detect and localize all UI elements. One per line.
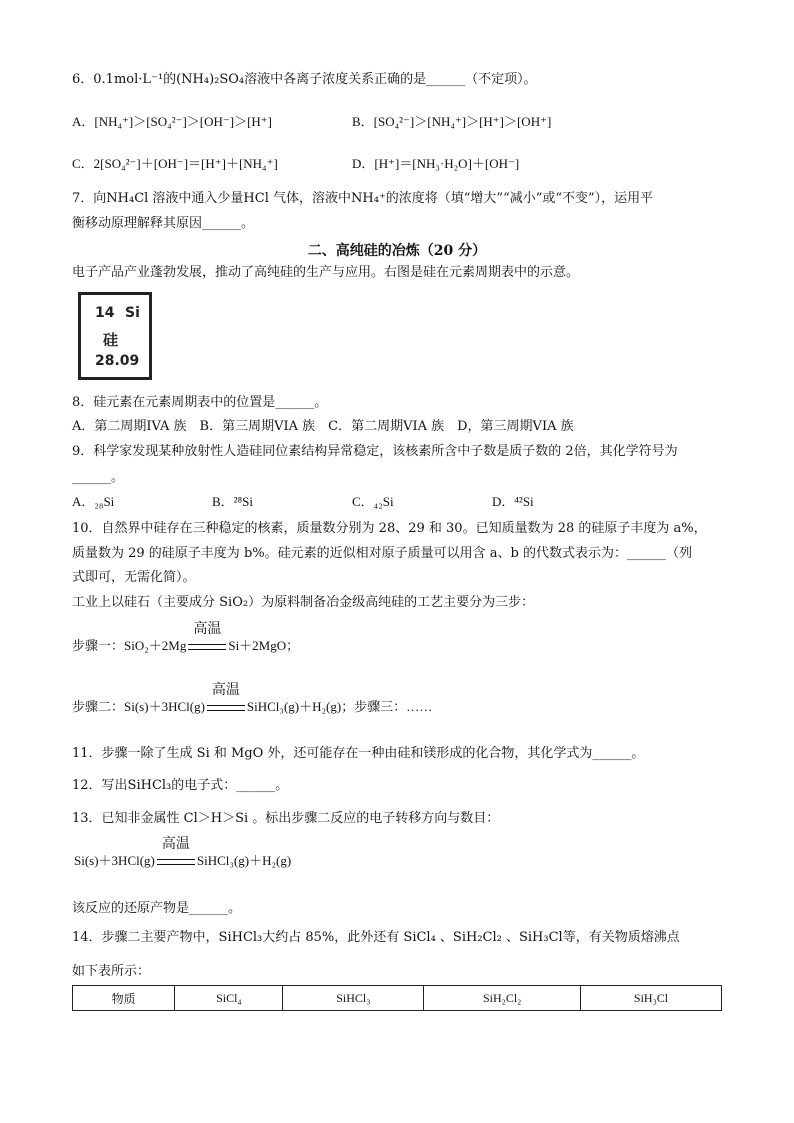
q7-line-1: 7．向NH₄Cl 溶液中通入少量HCl 气体，溶液中NH₄⁺的浓度将（填“增大”“减小”或“不变”），运用平 xyxy=(72,191,654,206)
q14-line-1: 14．步骤二主要产物中，SiHCl₃大约占 85%，此外还有 SiCl₄ 、SiH₂Cl₂ 、SiH₃Cl等，有关物质熔沸点 xyxy=(72,930,680,945)
q8-stem: 8．硅元素在元素周期表中的位置是______。 xyxy=(72,395,328,410)
q10-line-3: 式即可，无需化简）。 xyxy=(72,570,196,585)
table-header-cell: 物质 xyxy=(73,986,175,1011)
q9-option-d: D．⁴²Si xyxy=(492,494,534,509)
reaction-condition xyxy=(157,837,195,870)
intro-text: 电子产品产业蓬勃发展，推动了高纯硅的生产与应用。右图是硅在元素周期表中的示意。 xyxy=(72,265,580,280)
q9-blank: ______。 xyxy=(72,470,125,485)
table-header-row xyxy=(73,986,722,1011)
step2-reactants: Si(s)＋3HCl(g) xyxy=(124,699,205,714)
process-intro: 工业上以硅石（主要成分 SiO₂）为原料制备冶金级高纯硅的工艺主要分为三步： xyxy=(72,595,535,610)
q6-option-a: A．[NH₄⁺]＞[SO₄²⁻]＞[OH⁻]＞[H⁺] xyxy=(72,114,272,129)
step2-products: SiHCl₃(g)＋H₂(g)；步骤三：…… xyxy=(246,699,433,714)
step1-label: 步骤一： xyxy=(72,638,125,653)
table-header-cell: SiH₂Cl₂ xyxy=(424,986,581,1011)
q8-options: A．第二周期IVA 族 B．第三周期VIA 族 C．第二周期VIA 族 D，第三周期VIA 族 xyxy=(72,419,574,434)
step1-products: Si＋2MgO； xyxy=(228,638,300,653)
q9-stem: 9．科学家发现某种放射性人造硅同位素结构异常稳定，该核素所含中子数是质子数的 2倍，其化学符号为 xyxy=(72,444,678,459)
properties-table xyxy=(72,985,722,1011)
step1-reactants: SiO₂＋2Mg xyxy=(124,638,187,653)
table-header-cell: SiHCl₃ xyxy=(283,986,424,1011)
q6-stem: 6．0.1mol·L⁻¹的(NH₄)₂SO₄溶液中各离子浓度关系正确的是______（不定项）。 xyxy=(72,72,537,87)
q12-stem: 12．写出SiHCl₃的电子式：______。 xyxy=(72,778,289,793)
table-header-cell: SiH₃Cl xyxy=(581,986,722,1011)
q13-products: SiHCl₃(g)＋H₂(g) xyxy=(196,853,292,868)
element-symbol: Si xyxy=(125,305,140,321)
element-name: 硅 xyxy=(103,331,119,349)
q13-product-question: 该反应的还原产物是______。 xyxy=(72,901,242,916)
q14-line-2: 如下表所示： xyxy=(72,964,151,979)
q10-line-2: 质量数为 29 的硅原子丰度为 b%。硅元素的近似相对原子质量可以用含 a、b 的代数式表示为：______（列 xyxy=(72,546,692,561)
q10-line-1: 10．自然界中硅存在三种稳定的核素，质量数分别为 28、29 和 30。已知质量数为 28 的硅原子丰度为 a%， xyxy=(72,521,707,536)
q13-reactants: Si(s)＋3HCl(g) xyxy=(74,853,155,868)
q13-stem: 13．已知非金属性 Cl＞H＞Si 。标出步骤二反应的电子转移方向与数目： xyxy=(72,811,500,826)
q9-option-c: C．₄₂Si xyxy=(352,494,394,509)
q6-option-c: C．2[SO₄²⁻]＋[OH⁻]＝[H⁺]＋[NH₄⁺] xyxy=(72,156,278,171)
condition-label: 高温 xyxy=(193,622,222,637)
q9-option-b: B．²⁸Si xyxy=(212,494,253,509)
q11-stem: 11．步骤一除了生成 Si 和 MgO 外，还可能存在一种由硅和镁形成的化合物，其化学式为______。 xyxy=(72,746,645,761)
q9-option-a: A．₂₈Si xyxy=(72,494,115,509)
atomic-number: 14 xyxy=(95,305,115,321)
q13-equation xyxy=(74,837,292,870)
condition-label: 高温 xyxy=(211,683,240,698)
step2-label: 步骤二： xyxy=(72,699,125,714)
reaction-condition xyxy=(188,622,226,655)
q7-line-2: 衡移动原理解释其原因______。 xyxy=(72,216,255,231)
q6-option-d: D．[H⁺]＝[NH₃·H₂O]＋[OH⁻] xyxy=(352,156,520,171)
section-title: 二、高纯硅的冶炼（20 分） xyxy=(307,243,487,259)
condition-label: 高温 xyxy=(161,837,190,852)
table-header-cell: SiCl₄ xyxy=(175,986,283,1011)
periodic-table-cell xyxy=(78,292,152,380)
q6-option-b: B．[SO₄²⁻]＞[NH₄⁺]＞[H⁺]＞[OH⁺] xyxy=(352,114,552,129)
atomic-mass: 28.09 xyxy=(95,353,140,369)
reaction-condition xyxy=(207,683,245,716)
step1-equation xyxy=(72,622,300,655)
step2-equation xyxy=(72,683,433,716)
